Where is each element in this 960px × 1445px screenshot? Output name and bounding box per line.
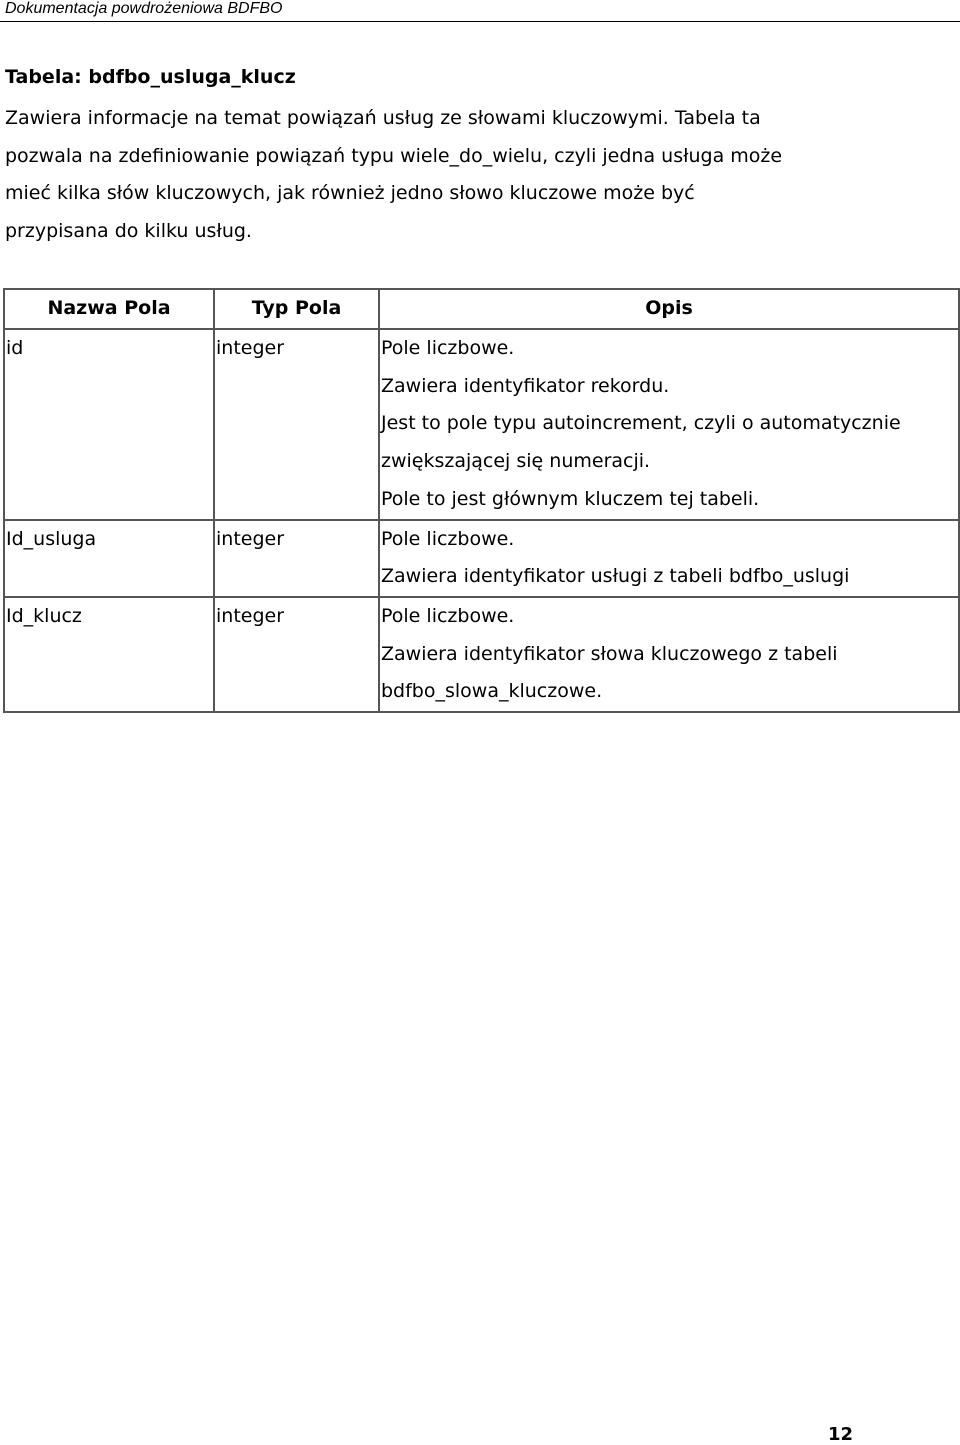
field-description	[379, 597, 959, 712]
header-desc: Opis	[379, 289, 959, 329]
table-header-row	[4, 289, 959, 329]
description-line: Pole liczbowe.	[381, 604, 515, 627]
field-name: id	[4, 329, 214, 520]
section-title: Tabela: bdfbo_usluga_klucz	[5, 66, 296, 88]
description-line: Zawiera identyfikator usługi z tabeli bdfbo_uslugi	[381, 565, 850, 588]
description-line: Jest to pole typu autoincrement, czyli o automatycznie	[381, 412, 901, 435]
description-line: Pole liczbowe.	[381, 337, 515, 359]
field-type: integer	[214, 329, 379, 520]
header-name: Nazwa Pola	[4, 289, 214, 329]
fields-table	[3, 288, 960, 713]
intro-line: przypisana do kilku usług.	[5, 219, 252, 242]
intro-paragraph	[5, 100, 945, 250]
intro-line: mieć kilka słów kluczowych, jak również jedno słowo kluczowe może być	[5, 182, 695, 204]
field-name: Id_klucz	[4, 597, 214, 712]
description-line: zwiększającej się numeracji.	[381, 450, 651, 473]
description-line: bdfbo_slowa_kluczowe.	[381, 680, 603, 703]
description-line: Pole liczbowe.	[381, 527, 515, 550]
description-line: Pole to jest głównym kluczem tej tabeli.	[381, 487, 760, 510]
header-type: Typ Pola	[214, 289, 379, 329]
intro-line: pozwala na zdefiniowanie powiązań typu wiele_do_wielu, czyli jedna usługa może	[5, 144, 783, 167]
field-type: integer	[214, 597, 379, 712]
field-description	[379, 329, 959, 520]
intro-line: Zawiera informacje na temat powiązań usług ze słowami kluczowymi. Tabela ta	[5, 107, 761, 129]
field-description	[379, 520, 959, 597]
table-row	[4, 329, 959, 520]
running-header: Dokumentacja powdrożeniowa BDFBO	[5, 0, 283, 17]
page-number: 12	[828, 1424, 854, 1445]
table-row	[4, 520, 959, 597]
field-name: Id_usluga	[4, 520, 214, 597]
header-rule	[0, 21, 960, 22]
table-row	[4, 597, 959, 712]
description-line: Zawiera identyfikator słowa kluczowego z tabeli	[381, 642, 838, 665]
field-type: integer	[214, 520, 379, 597]
description-line: Zawiera identyfikator rekordu.	[381, 374, 670, 397]
